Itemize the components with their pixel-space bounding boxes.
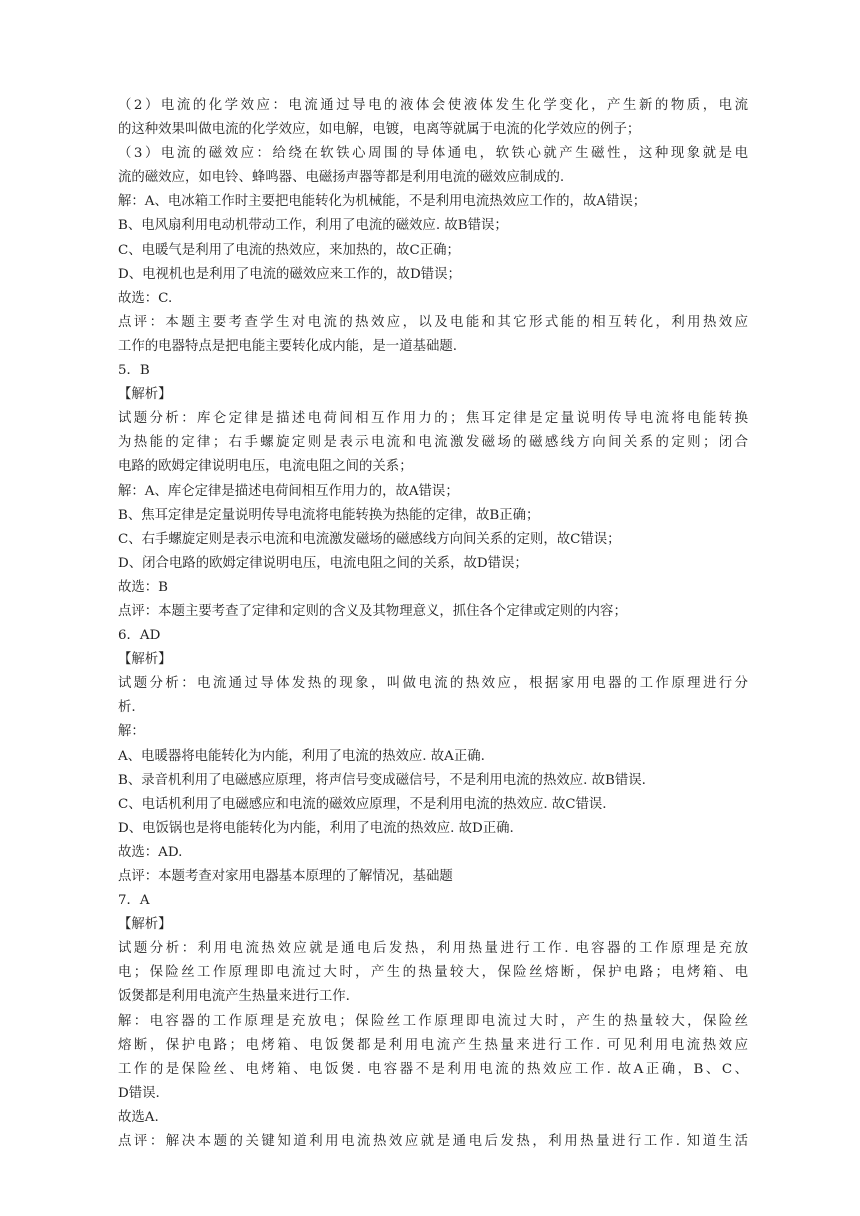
text-line: 故选：AD. <box>118 844 183 860</box>
text-line: B、录音机利用了电磁感应原理，将声信号变成磁信号，不是利用电流的热效应. 故B错误. <box>118 772 646 788</box>
text-line: 【解析】 <box>118 917 172 933</box>
text-line: 试题分析：利用电流热效应就是通电后发热，利用热量进行工作. 电容器的工作原理是充放 <box>118 941 748 957</box>
text-line: 饭煲都是利用电流产生热量来进行工作. <box>118 989 350 1005</box>
text-line: 试题分析：电流通过导体发热的现象，叫做电流的热效应，根据家用电器的工作原理进行分 <box>118 676 748 692</box>
text-line: 解： <box>118 724 145 740</box>
text-line: D、闭合电路的欧姆定律说明电压，电流电阻之间的关系，故D错误； <box>118 555 528 571</box>
text-line: 解：A、库仑定律是描述电荷间相互作用力的，故A错误； <box>118 483 459 499</box>
text-line: 试题分析：库仑定律是描述电荷间相互作用力的；焦耳定律是定量说明传导电流将电能转换 <box>118 411 748 427</box>
text-line: A、电暖器将电能转化为内能，利用了电流的热效应. 故A正确. <box>118 748 485 764</box>
text-line: 点评：解决本题的关键知道利用电流热效应就是通电后发热，利用热量进行工作. 知道生活 <box>118 1134 748 1150</box>
text-line: （3）电流的磁效应：给绕在软铁心周围的导体通电，软铁心就产生磁性，这种现象就是电 <box>118 146 748 162</box>
text-line: B、焦耳定律是定量说明传导电流将电能转换为热能的定律，故B正确； <box>118 507 540 523</box>
text-line: D、电饭锅也是将电能转化为内能，利用了电流的热效应. 故D正确. <box>118 820 514 836</box>
text-line: 故选：C. <box>118 290 173 306</box>
text-line: 点评：本题主要考查学生对电流的热效应，以及电能和其它形式能的相互转化，利用热效应 <box>118 314 748 330</box>
text-line: C、电暖气是利用了电流的热效应，来加热的，故C正确； <box>118 242 460 258</box>
text-line: 电；保险丝工作原理即电流过大时，产生的热量较大，保险丝熔断，保护电路；电烤箱、电 <box>118 965 748 981</box>
text-line: 【解析】 <box>118 652 172 668</box>
text-line: 析. <box>118 700 136 716</box>
text-line: D错误. <box>118 1085 160 1101</box>
text-line: D、电视机也是利用了电流的磁效应来工作的，故D错误； <box>118 266 461 282</box>
text-line: 流的磁效应，如电铃、蜂鸣器、电磁扬声器等都是利用电流的磁效应制成的. <box>118 170 565 186</box>
text-line: 熔断，保护电路；电烤箱、电饭煲都是利用电流产生热量来进行工作. 可见利用电流热效应 <box>118 1037 748 1053</box>
text-line: 点评：本题主要考查了定律和定则的含义及其物理意义，抓住各个定律或定则的内容； <box>118 603 627 619</box>
text-line: 解：A、电冰箱工作时主要把电能转化为机械能，不是利用电流热效应工作的，故A错误； <box>118 194 647 210</box>
text-line: C、电话机利用了电磁感应和电流的磁效应原理，不是利用电流的热效应. 故C错误. <box>118 796 607 812</box>
text-line: B、电风扇利用电动机带动工作，利用了电流的磁效应. 故B错误； <box>118 218 508 234</box>
text-line: 7．A <box>118 893 150 909</box>
text-line: 电路的欧姆定律说明电压，电流电阻之间的关系； <box>118 459 413 475</box>
text-line: 故选：B <box>118 579 169 595</box>
text-line: C、右手螺旋定则是表示电流和电流激发磁场的磁感线方向间关系的定则，故C错误； <box>118 531 621 547</box>
text-line: 点评：本题考查对家用电器基本原理的了解情况，基础题 <box>118 869 453 884</box>
text-line: 为热能的定律；右手螺旋定则是表示电流和电流激发磁场的磁感线方向间关系的定则；闭合 <box>118 435 748 451</box>
document-page <box>118 94 748 1154</box>
text-line: 的这种效果叫做电流的化学效应，如电解，电镀，电离等就属于电流的化学效应的例子； <box>118 122 641 138</box>
text-line: 工作的是保险丝、电烤箱、电饭煲. 电容器不是利用电流的热效应工作. 故A正确，B、C、 <box>118 1061 748 1077</box>
text-line: 解：电容器的工作原理是充放电；保险丝工作原理即电流过大时，产生的热量较大，保险丝 <box>118 1013 748 1029</box>
text-line: 【解析】 <box>118 387 172 403</box>
text-line: 故选A. <box>118 1109 159 1125</box>
text-line: 5．B <box>118 363 150 379</box>
text-line: 6．AD <box>118 628 161 644</box>
text-line: （2）电流的化学效应：电流通过导电的液体会使液体发生化学变化，产生新的物质，电流 <box>118 98 748 113</box>
text-line: 工作的电器特点是把电能主要转化成内能，是一道基础题. <box>118 338 458 354</box>
